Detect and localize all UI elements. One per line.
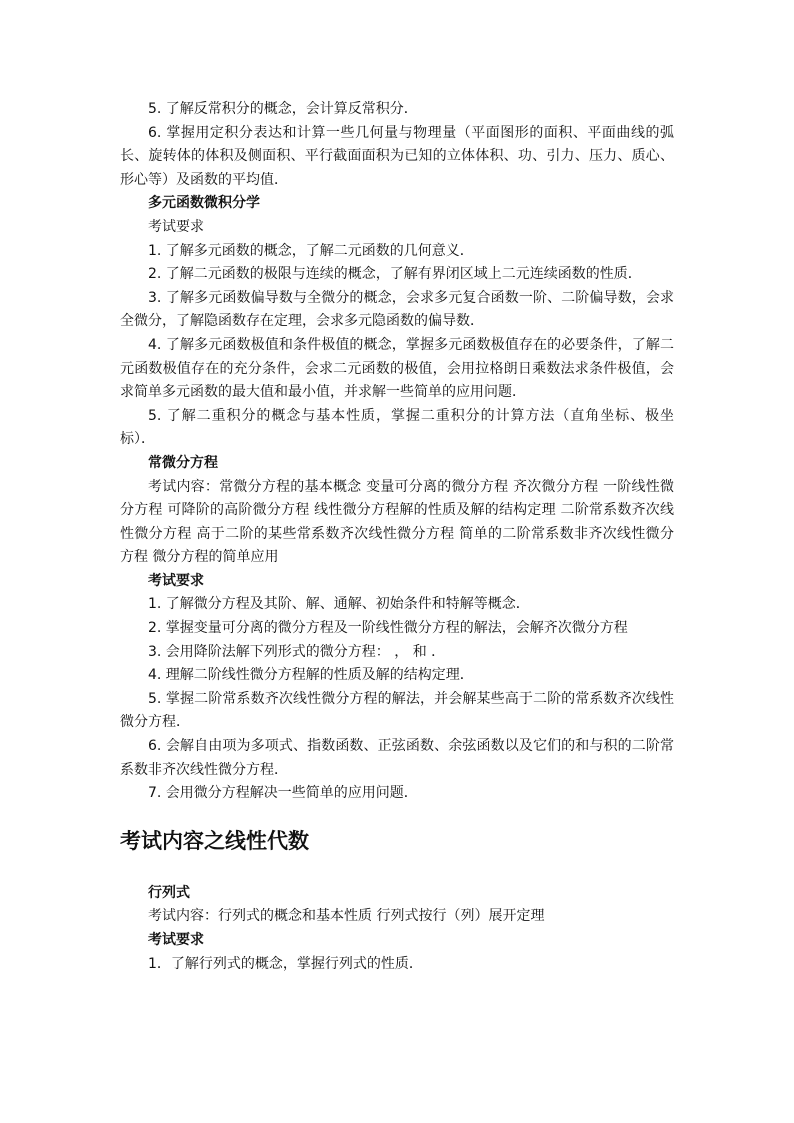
list-item: 4. 理解二阶线性微分方程解的性质及解的结构定理． (148, 667, 474, 684)
requirements-label: 考试要求 (148, 572, 204, 589)
list-item: 3. 会用降阶法解下列形式的微分方程： ， 和 ． (148, 643, 446, 660)
list-item: 1. 了解微分方程及其阶、解、通解、初始条件和特解等概念． (148, 596, 530, 613)
list-item: 1．了解行列式的概念，掌握行列式的性质． (148, 955, 423, 972)
chapter-title-linear-algebra: 考试内容之线性代数 (120, 828, 309, 853)
section-heading-multivariable: 多元函数微积分学 (148, 195, 260, 212)
list-item: 7. 会用微分方程解决一些简单的应用问题． (148, 785, 418, 802)
requirements-label: 考试要求 (148, 218, 204, 235)
document-page (120, 98, 674, 976)
list-item: 3. 了解多元函数偏导数与全微分的概念，会求多元复合函数一阶、二阶偏导数，会求全微分，了解隐函数存在定理，会求多元隐函数的偏导数． (120, 289, 674, 330)
section-heading-determinant: 行列式 (148, 884, 190, 901)
paragraph-item: 6. 掌握用定积分表达和计算一些几何量与物理量（平面图形的面积、平面曲线的弧长、旋转体的体积及侧面积、平行截面面积为已知的立体体积、功、引力、压力、质心、形心等）及函数的平均值． (120, 124, 674, 188)
list-item: 6. 会解自由项为多项式、指数函数、正弦函数、余弦函数以及它们的和与积的二阶常系数非齐次线性微分方程． (120, 738, 674, 778)
exam-content-paragraph: 考试内容：行列式的概念和基本性质 行列式按行（列）展开定理 (148, 908, 545, 925)
list-item: 2. 了解二元函数的极限与连续的概念，了解有界闭区域上二元连续函数的性质． (148, 266, 642, 283)
paragraph-item: 5. 了解反常积分的概念，会计算反常积分． (148, 101, 418, 117)
section-heading-ode: 常微分方程 (148, 454, 218, 471)
list-item: 4. 了解多元函数极值和条件极值的概念，掌握多元函数极值存在的必要条件，了解二元函数极值存在的充分条件，会求二元函数的极值，会用拉格朗日乘数法求条件极值，会求简单多元函数的最大值和最小值，并求解一些简单的应用问题． (120, 336, 674, 401)
list-item: 5. 掌握二阶常系数齐次线性微分方程的解法，并会解某些高于二阶的常系数齐次线性微分方程． (120, 690, 674, 731)
list-item: 1. 了解多元函数的概念，了解二元函数的几何意义． (148, 242, 474, 259)
requirements-label: 考试要求 (148, 932, 204, 948)
list-item: 2. 掌握变量可分离的微分方程及一阶线性微分方程的解法，会解齐次微分方程 (148, 620, 628, 637)
exam-content-paragraph: 考试内容：常微分方程的基本概念 变量可分离的微分方程 齐次微分方程 一阶线性微分方程 可降阶的高阶微分方程 线性微分方程解的性质及解的结构定理 二阶常系数齐次线性微分方程 高于二阶的某些常系数齐次线性微分方程 简单的二阶常系数非齐次线性微分方程 微分方程的简单应用 (120, 478, 674, 566)
list-item: 5. 了解二重积分的概念与基本性质，掌握二重积分的计算方法（直角坐标、极坐标）． (120, 407, 674, 448)
